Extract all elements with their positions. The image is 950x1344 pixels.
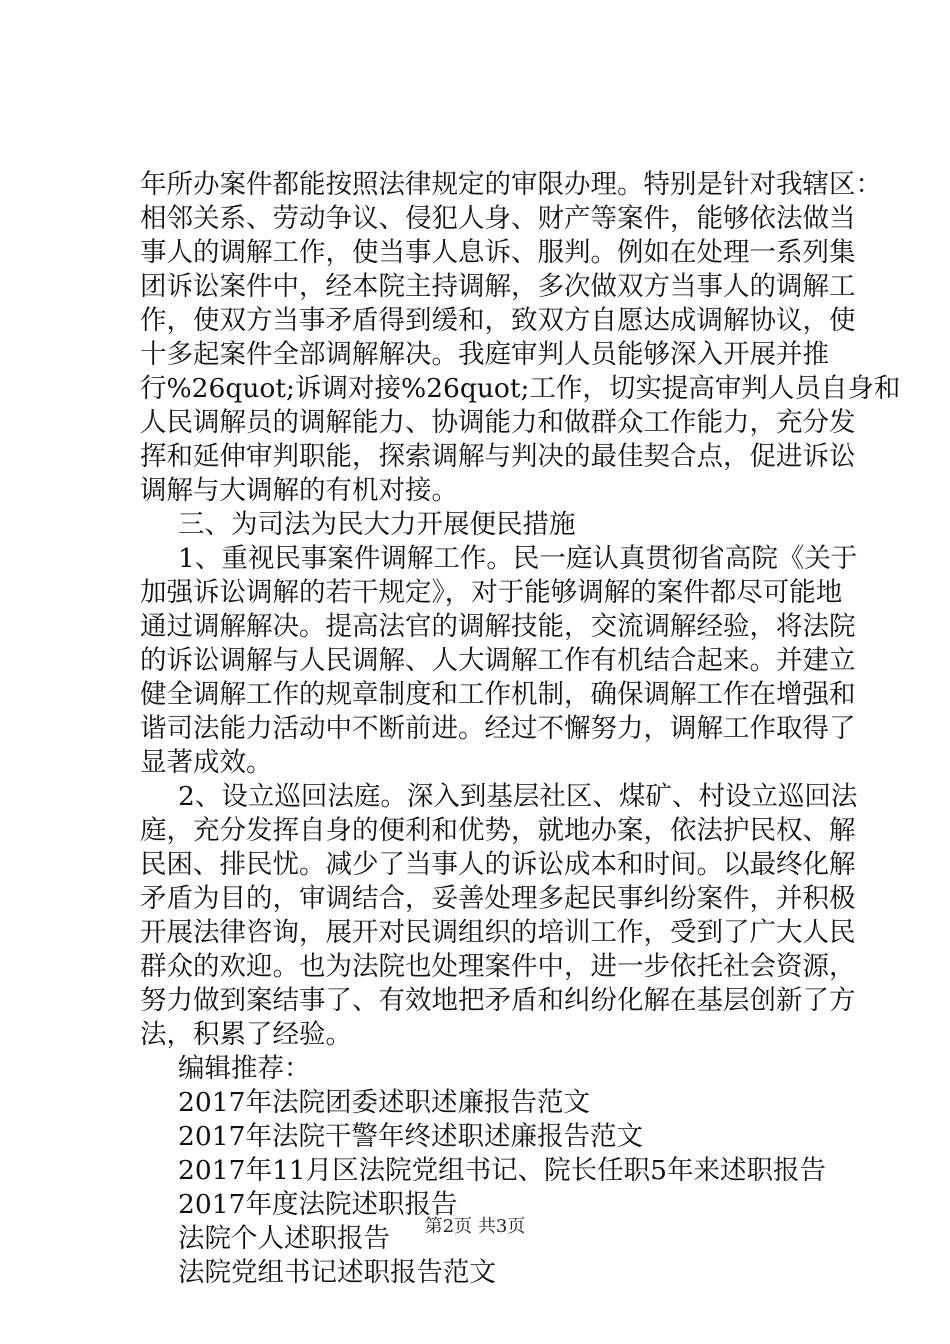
paragraph-line: 年所办案件都能按照法律规定的审限办理。特别是针对我辖区： (140, 169, 882, 200)
paragraph-line: 法，积累了经验。 (140, 1019, 352, 1050)
paragraph-line: 开展法律咨询，展开对民调组织的培训工作，受到了广大人民 (140, 917, 856, 948)
paragraph-line: 作，使双方当事矛盾得到缓和，致双方自愿达成调解协议，使 (140, 305, 856, 336)
paragraph-line: 谐司法能力活动中不断前进。经过不懈努力，调解工作取得了 (140, 713, 856, 744)
paragraph-line: 的诉讼调解与人民调解、人大调解工作有机结合起来。并建立 (140, 645, 856, 676)
paragraph-line: 健全调解工作的规章制度和工作机制，确保调解工作在增强和 (140, 679, 856, 710)
recommend-link[interactable]: 法院党组书记述职报告范文 (178, 1257, 496, 1288)
paragraph-line: 调解与大调解的有机对接。 (140, 475, 458, 506)
paragraph-line: 事人的调解工作，使当事人息诉、服判。例如在处理一系列集 (140, 237, 856, 268)
recommend-link[interactable]: 法院个人述职报告 (178, 1223, 390, 1254)
paragraph-line: 挥和延伸审判职能，探索调解与判决的最佳契合点，促进诉讼 (140, 441, 856, 472)
recommend-link[interactable]: 2017年法院团委述职述廉报告范文 (178, 1087, 590, 1118)
recommend-link[interactable]: 2017年法院干警年终述职述廉报告范文 (178, 1121, 643, 1152)
recommend-link[interactable]: 2017年度法院述职报告 (178, 1189, 458, 1220)
paragraph-line: 民困、排民忧。减少了当事人的诉讼成本和时间。以最终化解 (140, 849, 856, 880)
paragraph-line: 团诉讼案件中，经本院主持调解，多次做双方当事人的调解工 (140, 271, 856, 302)
paragraph-line: 十多起案件全部调解解决。我庭审判人员能够深入开展并推 (140, 339, 829, 370)
paragraph-line: 通过调解解决。提高法官的调解技能，交流调解经验，将法院 (140, 611, 856, 642)
paragraph-line: 2、设立巡回法庭。深入到基层社区、煤矿、村设立巡回法 (178, 781, 858, 812)
paragraph-line: 群众的欢迎。也为法院也处理案件中，进一步依托社会资源， (140, 951, 856, 982)
page-number-footer: 第2页 共3页 (424, 1216, 526, 1237)
paragraph-line: 行%26quot;诉调对接%26quot;工作，切实提高审判人员自身和 (140, 373, 901, 404)
section-heading: 三、为司法为民大力开展便民措施 (178, 509, 576, 540)
paragraph-line: 相邻关系、劳动争议、侵犯人身、财产等案件，能够依法做当 (140, 203, 856, 234)
paragraph-line: 努力做到案结事了、有效地把矛盾和纠纷化解在基层创新了方 (140, 985, 856, 1016)
paragraph-line: 加强诉讼调解的若干规定》，对于能够调解的案件都尽可能地 (140, 577, 843, 608)
paragraph-line: 人民调解员的调解能力、协调能力和做群众工作能力，充分发 (140, 407, 856, 438)
paragraph-line: 1、重视民事案件调解工作。民一庭认真贯彻省高院《关于 (178, 543, 858, 574)
paragraph-line: 庭，充分发挥自身的便利和优势，就地办案，依法护民权、解 (140, 815, 856, 846)
recommend-link[interactable]: 2017年11月区法院党组书记、院长任职5年来述职报告 (178, 1155, 827, 1186)
recommend-label: 编辑推荐： (178, 1053, 311, 1084)
paragraph-line: 显著成效。 (140, 747, 273, 778)
paragraph-line: 矛盾为目的，审调结合，妥善处理多起民事纠纷案件，并积极 (140, 883, 856, 914)
